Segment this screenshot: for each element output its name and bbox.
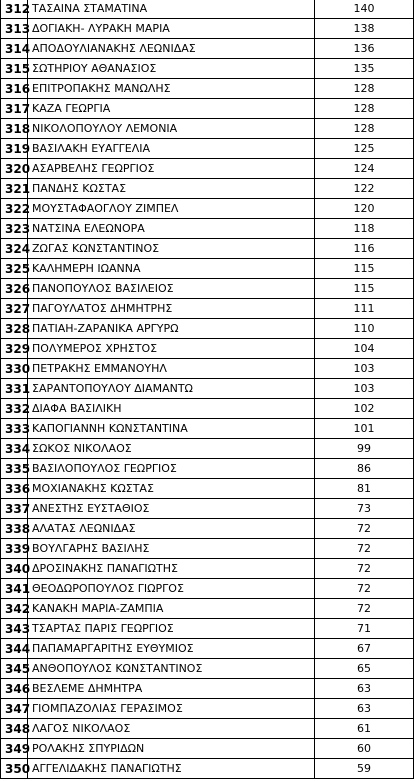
name-cell: ΜΟΥΣΤΑΦΑΟΓΛΟΥ ΖΙΜΠΕΛ: [28, 199, 315, 219]
score-cell: 110: [315, 319, 414, 339]
score-cell: 136: [315, 39, 414, 59]
score-cell: 122: [315, 179, 414, 199]
rank-cell: 344: [1, 639, 28, 659]
name-cell: ΛΑΓΟΣ ΝΙΚΟΛΑΟΣ: [28, 719, 315, 739]
rank-cell: 347: [1, 699, 28, 719]
name-cell: ΒΑΣΙΛΟΠΟΥΛΟΣ ΓΕΩΡΓΙΟΣ: [28, 459, 315, 479]
score-cell: 63: [315, 699, 414, 719]
rank-cell: 316: [1, 79, 28, 99]
rank-cell: 335: [1, 459, 28, 479]
name-cell: ΡΟΛΑΚΗΣ ΣΠΥΡΙΔΩΝ: [28, 739, 315, 759]
name-cell: ΝΑΤΣΙΝΑ ΕΛΕΩΝΟΡΑ: [28, 219, 315, 239]
score-cell: 111: [315, 299, 414, 319]
name-cell: ΓΙΟΜΠΑΖΟΛΙΑΣ ΓΕΡΑΣΙΜΟΣ: [28, 699, 315, 719]
rank-cell: 341: [1, 579, 28, 599]
rank-cell: 350: [1, 759, 28, 779]
table-row: [1, 679, 414, 699]
name-cell: ΠΟΛΥΜΕΡΟΣ ΧΡΗΣΤΟΣ: [28, 339, 315, 359]
score-cell: 135: [315, 59, 414, 79]
score-cell: 124: [315, 159, 414, 179]
table-row: [1, 379, 414, 399]
rank-cell: 340: [1, 559, 28, 579]
table-row: [1, 499, 414, 519]
rank-cell: 345: [1, 659, 28, 679]
score-cell: 72: [315, 599, 414, 619]
table-row: [1, 539, 414, 559]
table-row: [1, 419, 414, 439]
rank-cell: 343: [1, 619, 28, 639]
score-cell: 103: [315, 359, 414, 379]
name-cell: ΒΑΣΙΛΑΚΗ ΕΥΑΓΓΕΛΙΑ: [28, 139, 315, 159]
name-cell: ΑΛΑΤΑΣ ΛΕΩΝΙΔΑΣ: [28, 519, 315, 539]
name-cell: ΑΣΑΡΒΕΛΗΣ ΓΕΩΡΓΙΟΣ: [28, 159, 315, 179]
table-row: [1, 279, 414, 299]
score-cell: 72: [315, 539, 414, 559]
score-cell: 67: [315, 639, 414, 659]
rank-cell: 325: [1, 259, 28, 279]
rank-cell: 333: [1, 419, 28, 439]
name-cell: ΣΑΡΑΝΤΟΠΟΥΛΟΥ ΔΙΑΜΑΝΤΩ: [28, 379, 315, 399]
score-cell: 86: [315, 459, 414, 479]
table-row: [1, 759, 414, 779]
score-cell: 118: [315, 219, 414, 239]
table-row: [1, 239, 414, 259]
rank-cell: 328: [1, 319, 28, 339]
results-table-body: [1, 0, 414, 779]
name-cell: ΝΙΚΟΛΟΠΟΥΛΟΥ ΛΕΜΟΝΙΑ: [28, 119, 315, 139]
score-cell: 101: [315, 419, 414, 439]
name-cell: ΤΣΑΡΤΑΣ ΠΑΡΙΣ ΓΕΩΡΓΙΟΣ: [28, 619, 315, 639]
score-cell: 140: [315, 0, 414, 19]
rank-cell: 338: [1, 519, 28, 539]
score-cell: 115: [315, 259, 414, 279]
name-cell: ΣΩΤΗΡΙΟΥ ΑΘΑΝΑΣΙΟΣ: [28, 59, 315, 79]
name-cell: ΠΕΤΡΑΚΗΣ ΕΜΜΑΝΟΥΗΛ: [28, 359, 315, 379]
rank-cell: 329: [1, 339, 28, 359]
table-row: [1, 439, 414, 459]
rank-cell: 342: [1, 599, 28, 619]
table-row: [1, 79, 414, 99]
table-row: [1, 299, 414, 319]
score-cell: 71: [315, 619, 414, 639]
rank-cell: 313: [1, 19, 28, 39]
table-row: [1, 99, 414, 119]
name-cell: ΑΝΘΟΠΟΥΛΟΣ ΚΩΝΣΤΑΝΤΙΝΟΣ: [28, 659, 315, 679]
rank-cell: 346: [1, 679, 28, 699]
name-cell: ΒΕΣΛΕΜΕ ΔΗΜΗΤΡΑ: [28, 679, 315, 699]
rank-cell: 327: [1, 299, 28, 319]
rank-cell: 323: [1, 219, 28, 239]
score-cell: 115: [315, 279, 414, 299]
score-cell: 128: [315, 79, 414, 99]
score-cell: 81: [315, 479, 414, 499]
table-row: [1, 559, 414, 579]
score-cell: 99: [315, 439, 414, 459]
table-row: [1, 599, 414, 619]
name-cell: ΠΑΓΟΥΛΑΤΟΣ ΔΗΜΗΤΡΗΣ: [28, 299, 315, 319]
table-row: [1, 139, 414, 159]
table-row: [1, 319, 414, 339]
score-cell: 72: [315, 579, 414, 599]
score-cell: 102: [315, 399, 414, 419]
score-cell: 104: [315, 339, 414, 359]
rank-cell: 331: [1, 379, 28, 399]
table-row: [1, 699, 414, 719]
table-row: [1, 719, 414, 739]
rank-cell: 326: [1, 279, 28, 299]
rank-cell: 324: [1, 239, 28, 259]
rank-cell: 339: [1, 539, 28, 559]
rank-cell: 314: [1, 39, 28, 59]
table-row: [1, 639, 414, 659]
score-cell: 73: [315, 499, 414, 519]
name-cell: ΚΑΠΟΓΙΑΝΝΗ ΚΩΝΣΤΑΝΤΙΝΑ: [28, 419, 315, 439]
table-row: [1, 659, 414, 679]
name-cell: ΠΑΝΔΗΣ ΚΩΣΤΑΣ: [28, 179, 315, 199]
name-cell: ΠΑΤΙΑΗ-ΖΑΡΑΝΙΚΑ ΑΡΓΥΡΩ: [28, 319, 315, 339]
table-row: [1, 59, 414, 79]
table-row: [1, 119, 414, 139]
score-cell: 61: [315, 719, 414, 739]
table-row: [1, 459, 414, 479]
table-row: [1, 579, 414, 599]
name-cell: ΖΩΓΑΣ ΚΩΝΣΤΑΝΤΙΝΟΣ: [28, 239, 315, 259]
name-cell: ΑΠΟΔΟΥΛΙΑΝΑΚΗΣ ΛΕΩΝΙΔΑΣ: [28, 39, 315, 59]
table-row: [1, 39, 414, 59]
rank-cell: 349: [1, 739, 28, 759]
name-cell: ΚΑΝΑΚΗ ΜΑΡΙΑ-ΖΑΜΠΙΑ: [28, 599, 315, 619]
table-row: [1, 179, 414, 199]
name-cell: ΘΕΟΔΩΡΟΠΟΥΛΟΣ ΓΙΩΡΓΟΣ: [28, 579, 315, 599]
rank-cell: 332: [1, 399, 28, 419]
rank-cell: 319: [1, 139, 28, 159]
name-cell: ΔΙΑΦΑ ΒΑΣΙΛΙΚΗ: [28, 399, 315, 419]
table-row: [1, 19, 414, 39]
rank-cell: 334: [1, 439, 28, 459]
rank-cell: 336: [1, 479, 28, 499]
table-row: [1, 339, 414, 359]
name-cell: ΔΡΟΣΙΝΑΚΗΣ ΠΑΝΑΓΙΩΤΗΣ: [28, 559, 315, 579]
rank-cell: 317: [1, 99, 28, 119]
score-cell: 128: [315, 99, 414, 119]
score-cell: 138: [315, 19, 414, 39]
name-cell: ΠΑΠΑΜΑΡΓΑΡΙΤΗΣ ΕΥΘΥΜΙΟΣ: [28, 639, 315, 659]
name-cell: ΒΟΥΛΓΑΡΗΣ ΒΑΣΙΛΗΣ: [28, 539, 315, 559]
name-cell: ΑΓΓΕΛΙΔΑΚΗΣ ΠΑΝΑΓΙΩΤΗΣ: [28, 759, 315, 779]
table-row: [1, 399, 414, 419]
table-row: [1, 0, 414, 19]
name-cell: ΤΑΣΑΙΝΑ ΣΤΑΜΑΤΙΝΑ: [28, 0, 315, 19]
table-row: [1, 479, 414, 499]
score-cell: 65: [315, 659, 414, 679]
table-row: [1, 259, 414, 279]
score-cell: 116: [315, 239, 414, 259]
table-row: [1, 619, 414, 639]
rank-cell: 312: [1, 0, 28, 19]
name-cell: ΔΟΓΙΑΚΗ- ΛΥΡΑΚΗ ΜΑΡΙΑ: [28, 19, 315, 39]
table-row: [1, 359, 414, 379]
rank-cell: 318: [1, 119, 28, 139]
name-cell: ΚΑΛΗΜΕΡΗ ΙΩΑΝΝΑ: [28, 259, 315, 279]
rank-cell: 348: [1, 719, 28, 739]
name-cell: ΠΑΝΟΠΟΥΛΟΣ ΒΑΣΙΛΕΙΟΣ: [28, 279, 315, 299]
score-cell: 128: [315, 119, 414, 139]
score-cell: 63: [315, 679, 414, 699]
table-row: [1, 219, 414, 239]
score-cell: 103: [315, 379, 414, 399]
name-cell: ΕΠΙΤΡΟΠΑΚΗΣ ΜΑΝΩΛΗΣ: [28, 79, 315, 99]
table-row: [1, 519, 414, 539]
name-cell: ΑΝΕΣΤΗΣ ΕΥΣΤΑΘΙΟΣ: [28, 499, 315, 519]
table-row: [1, 739, 414, 759]
table-row: [1, 159, 414, 179]
rank-cell: 337: [1, 499, 28, 519]
score-cell: 120: [315, 199, 414, 219]
name-cell: ΚΑΖΑ ΓΕΩΡΓΙΑ: [28, 99, 315, 119]
rank-cell: 321: [1, 179, 28, 199]
table-row: [1, 199, 414, 219]
score-cell: 125: [315, 139, 414, 159]
rank-cell: 320: [1, 159, 28, 179]
name-cell: ΣΩΚΟΣ ΝΙΚΟΛΑΟΣ: [28, 439, 315, 459]
score-cell: 59: [315, 759, 414, 779]
rank-cell: 330: [1, 359, 28, 379]
rank-cell: 315: [1, 59, 28, 79]
name-cell: ΜΟΧΙΑΝΑΚΗΣ ΚΩΣΤΑΣ: [28, 479, 315, 499]
score-cell: 72: [315, 519, 414, 539]
score-cell: 60: [315, 739, 414, 759]
rank-cell: 322: [1, 199, 28, 219]
score-cell: 72: [315, 559, 414, 579]
